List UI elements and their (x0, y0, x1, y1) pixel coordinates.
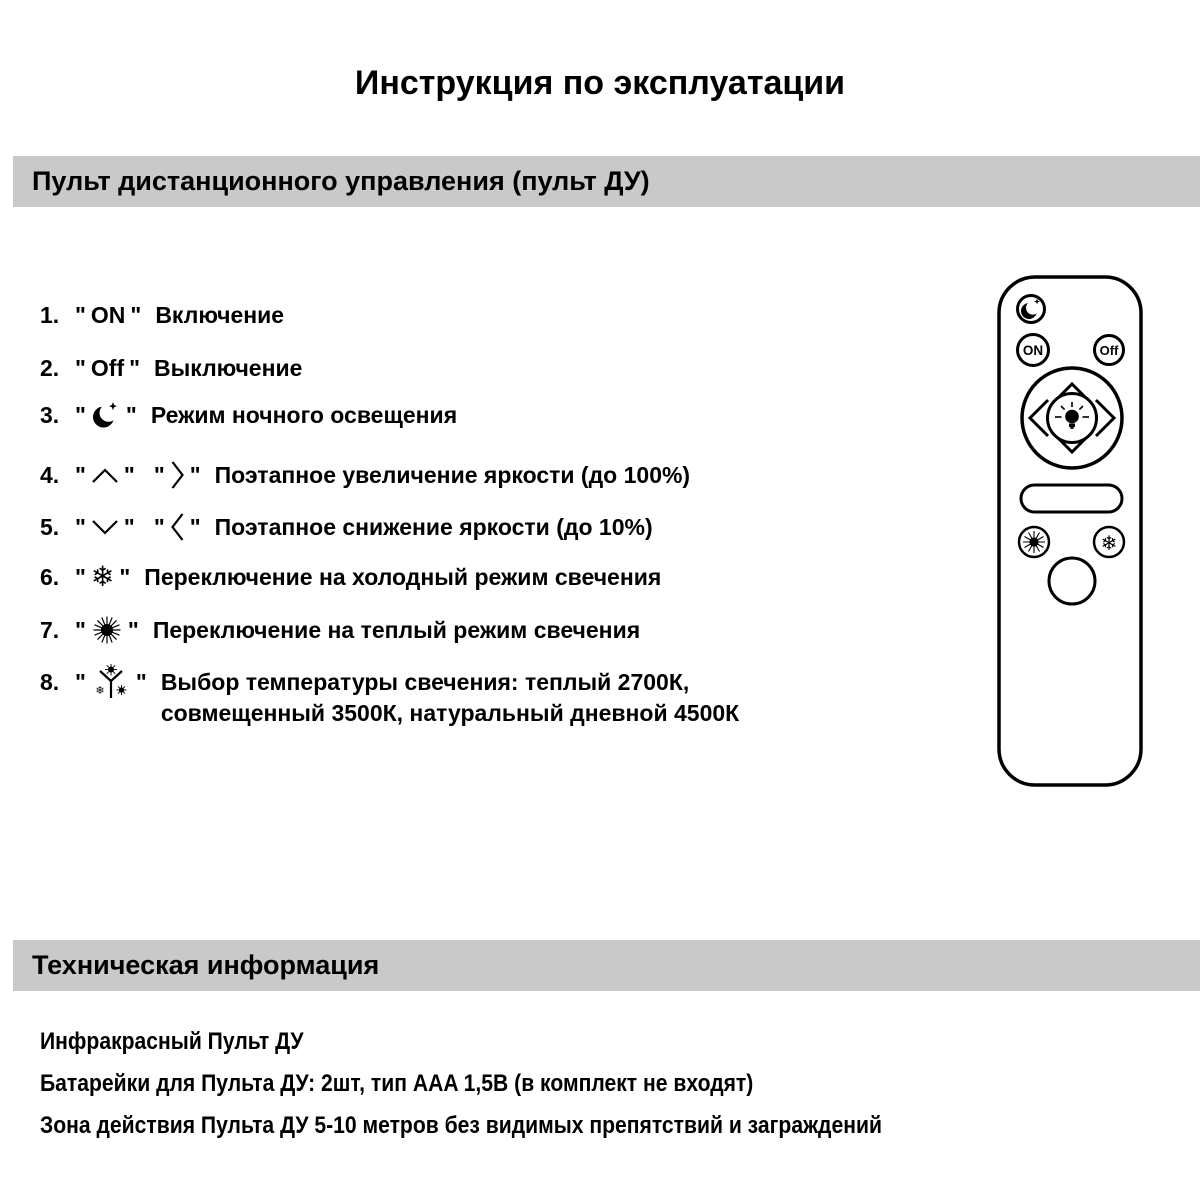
quote-mark: " (129, 354, 141, 381)
quote-mark: " (153, 513, 165, 540)
tech-info-line: Инфракрасный Пульт ДУ (40, 1028, 304, 1055)
quote-mark: " (75, 401, 86, 428)
on-button-label: ON (1022, 343, 1044, 358)
item-description: Поэтапное снижение яркости (до 10%) (214, 513, 653, 540)
temperature-select-icon (91, 665, 131, 699)
item-description: Выбор температуры свечения: теплый 2700К, совмещенный 3500К, натуральный дневной 4500К (160, 669, 740, 726)
quote-mark: " (130, 301, 142, 328)
tech-info-line: Батарейки для Пульта ДУ: 2шт, тип AAA 1,5В (в комплект не входят) (40, 1070, 754, 1097)
moon-icon (91, 399, 121, 431)
svg-text:❄: ❄ (95, 683, 105, 697)
item-description: Выключение (154, 354, 303, 381)
item-number: 1. (40, 301, 60, 328)
item-description: Режим ночного освещения (150, 401, 458, 428)
remote-section-header-bar (13, 156, 1200, 207)
item-number: 5. (40, 513, 60, 540)
item-number: 4. (40, 461, 60, 488)
list-item (40, 560, 661, 594)
quote-mark: " (127, 616, 139, 643)
quote-mark: " (123, 513, 135, 540)
item-description: Включение (155, 301, 285, 328)
snowflake-icon: ❄ (1100, 531, 1118, 555)
tech-info-line: Зона действия Пульта ДУ 5-10 метров без видимых препятствий и заграждений (40, 1112, 882, 1139)
angle-left-icon (170, 511, 185, 543)
tech-section-header-bar (13, 940, 1200, 991)
quote-mark: " (75, 301, 86, 328)
item-number: 6. (40, 563, 60, 590)
item-description: Переключение на холодный режим свечения (144, 563, 662, 590)
off-button-label: Off (1099, 343, 1119, 358)
quote-mark: " (75, 354, 86, 381)
quote-mark: " (119, 563, 131, 590)
quote-mark: " (75, 616, 86, 643)
remote-button-list (40, 290, 970, 740)
item-number: 8. (40, 668, 60, 695)
tech-info (40, 1028, 1190, 1158)
quote-mark: " (75, 668, 86, 695)
chevron-up-icon (91, 467, 119, 484)
list-item (40, 613, 640, 647)
remote-section-header: Пульт дистанционного управления (пульт ДУ) (32, 166, 650, 196)
list-item (40, 510, 653, 544)
item-number: 3. (40, 401, 60, 428)
quote-mark: " (123, 461, 135, 488)
tech-section-header: Техническая информация (32, 950, 380, 980)
quote-mark: " (75, 563, 86, 590)
list-item (40, 665, 739, 729)
snowflake-icon: ❄ (90, 560, 115, 593)
off-symbol: Off (90, 354, 125, 381)
quote-mark: " (189, 461, 201, 488)
quote-mark: " (125, 401, 137, 428)
remote-illustration (997, 275, 1143, 787)
on-symbol: ON (90, 301, 126, 328)
list-item (40, 351, 302, 385)
list-item (40, 298, 284, 332)
item-description: Поэтапное увеличение яркости (до 100%) (214, 461, 691, 488)
list-item (40, 458, 690, 492)
list-item (40, 398, 457, 432)
quote-mark: " (153, 461, 165, 488)
angle-right-icon (170, 459, 185, 491)
page-title: Инструкция по эксплуатации (354, 64, 846, 102)
quote-mark: " (135, 668, 147, 695)
item-number: 7. (40, 616, 60, 643)
quote-mark: " (189, 513, 201, 540)
item-number: 2. (40, 354, 60, 381)
remote-svg (997, 275, 1143, 787)
sun-icon (91, 614, 123, 646)
quote-mark: " (75, 461, 86, 488)
warm-mode-button (1019, 527, 1049, 557)
item-description: Переключение на теплый режим свечения (152, 616, 641, 643)
chevron-down-icon (91, 519, 119, 536)
quote-mark: " (75, 513, 86, 540)
